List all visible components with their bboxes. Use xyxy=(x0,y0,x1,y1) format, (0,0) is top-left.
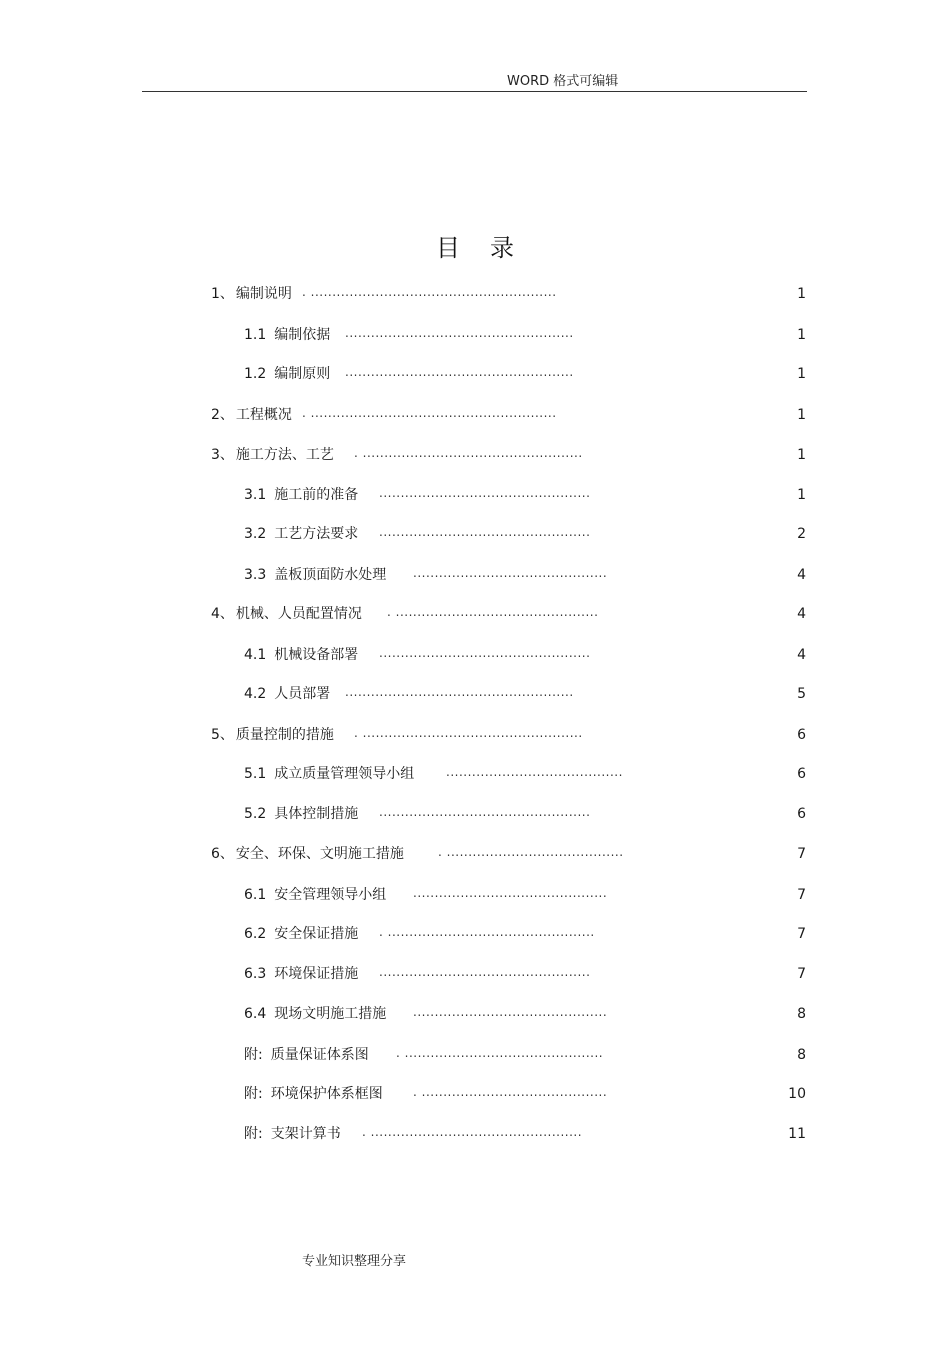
toc-dot-leader: ............................................. xyxy=(413,886,608,900)
toc-entry-title: 质量控制的措施 xyxy=(235,727,334,743)
toc-entry[interactable] xyxy=(244,524,591,544)
toc-entry-number: 附: xyxy=(244,1126,263,1142)
toc-entry-title: 编制原则 xyxy=(274,366,331,382)
toc-entry[interactable] xyxy=(211,844,624,864)
toc-page-number: 10 xyxy=(788,1086,806,1102)
toc-page-number: 8 xyxy=(797,1006,806,1022)
toc-entry[interactable] xyxy=(244,804,591,824)
toc-entry[interactable] xyxy=(244,485,591,505)
toc-dot-leader: . ................................................... xyxy=(354,726,583,740)
toc-entry[interactable] xyxy=(244,565,608,585)
toc-dot-leader: . ......................................................... xyxy=(302,406,557,420)
toc-dot-leader: . ................................................ xyxy=(379,925,595,939)
toc-entry-title: 环境保护体系框图 xyxy=(270,1086,383,1102)
toc-entry[interactable] xyxy=(211,604,599,624)
toc-entry-number: 6、 xyxy=(211,846,234,862)
toc-dot-leader: ..................................................... xyxy=(345,326,574,340)
toc-page-number: 2 xyxy=(797,526,806,542)
toc-dot-leader: ............................................. xyxy=(413,566,608,580)
toc-dot-leader: . .............................................. xyxy=(396,1046,604,1060)
toc-entry-number: 附: xyxy=(244,1086,263,1102)
toc-dot-leader: ................................................. xyxy=(379,486,591,500)
page-header-text: WORD 格式可编辑 xyxy=(507,74,619,89)
toc-entry-number: 5.2 xyxy=(244,806,267,822)
toc-entry[interactable] xyxy=(211,445,583,465)
toc-entry-number: 4.2 xyxy=(244,686,267,702)
toc-dot-leader: . ......................................... xyxy=(438,845,624,859)
toc-entry-number: 4.1 xyxy=(244,647,267,663)
toc-entry-number: 4、 xyxy=(211,606,234,622)
toc-dot-leader: . ........................................... xyxy=(413,1085,608,1099)
toc-entry-title: 环境保证措施 xyxy=(274,966,359,982)
toc-page-number: 7 xyxy=(797,846,806,862)
toc-entry[interactable] xyxy=(244,364,574,384)
toc-entry-number: 6.4 xyxy=(244,1006,267,1022)
toc-entry[interactable] xyxy=(244,1004,608,1024)
toc-entry-title: 成立质量管理领导小组 xyxy=(274,766,415,782)
toc-entry[interactable] xyxy=(244,1045,604,1065)
toc-page-number: 11 xyxy=(788,1126,806,1142)
toc-page-number: 7 xyxy=(797,966,806,982)
toc-dot-leader: . ................................................... xyxy=(354,446,583,460)
toc-entry-title: 人员部署 xyxy=(274,686,331,702)
toc-entry-title: 机械、人员配置情况 xyxy=(235,606,362,622)
toc-page-number: 1 xyxy=(797,487,806,503)
toc-entry[interactable] xyxy=(244,684,574,704)
header-divider xyxy=(142,91,807,92)
toc-page-number: 4 xyxy=(797,647,806,663)
toc-entry-number: 6.2 xyxy=(244,926,267,942)
toc-entry-number: 3.2 xyxy=(244,526,267,542)
toc-page-number: 1 xyxy=(797,447,806,463)
toc-dot-leader: ................................................. xyxy=(379,646,591,660)
toc-dot-leader: ................................................. xyxy=(379,965,591,979)
toc-entry[interactable] xyxy=(244,325,574,345)
toc-entry-number: 6.1 xyxy=(244,887,267,903)
toc-entry[interactable] xyxy=(211,284,557,304)
toc-page-number: 7 xyxy=(797,926,806,942)
toc-title: 目录 xyxy=(436,234,544,262)
toc-dot-leader: ..................................................... xyxy=(345,685,574,699)
toc-entry[interactable] xyxy=(211,725,583,745)
toc-entry-title: 机械设备部署 xyxy=(274,647,359,663)
toc-entry-title: 盖板顶面防水处理 xyxy=(274,567,387,583)
toc-entry[interactable] xyxy=(244,885,608,905)
toc-entry-number: 3、 xyxy=(211,447,234,463)
toc-dot-leader: ................................................. xyxy=(379,805,591,819)
toc-page-number: 6 xyxy=(797,727,806,743)
toc-dot-leader: . ......................................................... xyxy=(302,285,557,299)
toc-entry-number: 3.3 xyxy=(244,567,267,583)
toc-entry-title: 质量保证体系图 xyxy=(270,1047,369,1063)
toc-entry[interactable] xyxy=(244,764,623,784)
toc-entry[interactable] xyxy=(244,645,591,665)
toc-page-number: 6 xyxy=(797,806,806,822)
toc-entry-title: 支架计算书 xyxy=(270,1126,341,1142)
toc-dot-leader: . ............................................... xyxy=(387,605,599,619)
toc-page-number: 4 xyxy=(797,606,806,622)
toc-dot-leader: ......................................... xyxy=(446,765,623,779)
toc-entry-number: 6.3 xyxy=(244,966,267,982)
toc-entry-number: 1.1 xyxy=(244,327,267,343)
toc-entry-number: 2、 xyxy=(211,407,234,423)
toc-page-number: 4 xyxy=(797,567,806,583)
toc-entry-number: 1.2 xyxy=(244,366,267,382)
toc-entry[interactable] xyxy=(244,964,591,984)
toc-entry-title: 安全保证措施 xyxy=(274,926,359,942)
toc-page-number: 5 xyxy=(797,686,806,702)
toc-entry-title: 工艺方法要求 xyxy=(274,526,359,542)
toc-entry-title: 具体控制措施 xyxy=(274,806,359,822)
toc-entry-title: 安全、环保、文明施工措施 xyxy=(235,846,404,862)
toc-page-number: 8 xyxy=(797,1047,806,1063)
toc-entry[interactable] xyxy=(211,405,557,425)
toc-entry-title: 编制依据 xyxy=(274,327,331,343)
page-footer-text: 专业知识整理分享 xyxy=(302,1254,407,1269)
toc-page-number: 1 xyxy=(797,327,806,343)
toc-entry-title: 安全管理领导小组 xyxy=(274,887,387,903)
toc-page-number: 7 xyxy=(797,887,806,903)
toc-dot-leader: ..................................................... xyxy=(345,365,574,379)
toc-entry-number: 5.1 xyxy=(244,766,267,782)
toc-entry-title: 现场文明施工措施 xyxy=(274,1006,387,1022)
toc-entry[interactable] xyxy=(244,1124,583,1144)
toc-page-number: 1 xyxy=(797,366,806,382)
toc-entry-number: 1、 xyxy=(211,286,234,302)
toc-entry-title: 编制说明 xyxy=(235,286,292,302)
toc-page-number: 1 xyxy=(797,286,806,302)
toc-page-number: 6 xyxy=(797,766,806,782)
toc-entry-number: 附: xyxy=(244,1047,263,1063)
toc-entry[interactable] xyxy=(244,924,595,944)
toc-dot-leader: ................................................. xyxy=(379,525,591,539)
toc-entry-title: 工程概况 xyxy=(235,407,292,423)
toc-entry[interactable] xyxy=(244,1084,608,1104)
toc-dot-leader: . ................................................. xyxy=(362,1125,583,1139)
toc-entry-number: 5、 xyxy=(211,727,234,743)
toc-entry-title: 施工方法、工艺 xyxy=(235,447,334,463)
toc-entry-number: 3.1 xyxy=(244,487,267,503)
toc-entry-title: 施工前的准备 xyxy=(274,487,359,503)
toc-page-number: 1 xyxy=(797,407,806,423)
toc-dot-leader: ............................................. xyxy=(413,1005,608,1019)
